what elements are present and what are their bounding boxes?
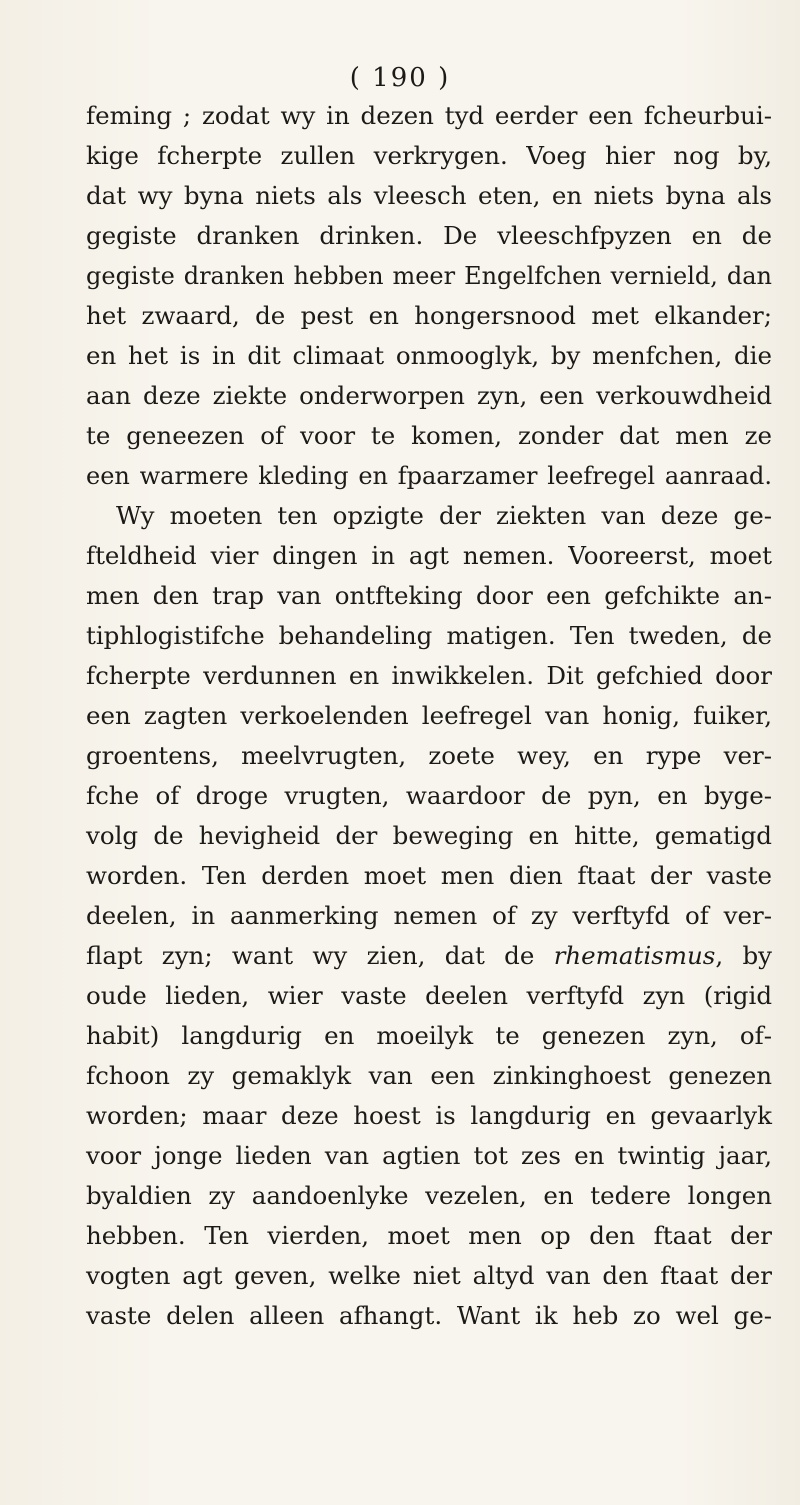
- body-text: [86, 96, 772, 1336]
- text-line: worden; maar deze hoest is langdurig en gevaarlyk: [86, 1101, 772, 1130]
- text-line: en het is in dit climaat onmooglyk, by menfchen, die: [86, 341, 772, 370]
- text-line: hebben. Ten vierden, moet men op den ftaat der: [86, 1221, 772, 1250]
- text-line: byaldien zy aandoenlyke vezelen, en tedere longen: [86, 1181, 772, 1210]
- text-line: men den trap van ontfteking door een gefchikte an‑: [86, 581, 772, 610]
- italic-term: rhematismus: [553, 941, 716, 970]
- text-line: dat wy byna niets als vleesch eten, en niets byna als: [86, 181, 772, 210]
- text-line: oude lieden, wier vaste deelen verftyfd zyn (rigid: [86, 981, 772, 1010]
- text-line: een zagten verkoelenden leefregel van honig, fuiker,: [86, 701, 772, 730]
- text-line: deelen, in aanmerking nemen of zy verftyfd of ver‑: [86, 901, 772, 930]
- text-line: worden. Ten derden moet men dien ftaat der vaste: [86, 861, 772, 890]
- text-line: fchoon zy gemaklyk van een zinkinghoest genezen: [86, 1061, 772, 1090]
- text-line: feming ; zodat wy in dezen tyd eerder een fcheurbui‑: [86, 101, 772, 130]
- text-line: te geneezen of voor te komen, zonder dat men ze: [86, 421, 772, 450]
- text-line: fcherpte verdunnen en inwikkelen. Dit gefchied door: [86, 661, 772, 690]
- text-line: fteldheid vier dingen in agt nemen. Vooreerst, moet: [86, 541, 772, 570]
- text-line: het zwaard, de pest en hongersnood met elkander;: [86, 301, 772, 330]
- text-line: habit) langdurig en moeilyk te genezen zyn, of‑: [86, 1021, 772, 1050]
- text-line: tiphlogistifche behandeling matigen. Ten tweden, de: [86, 621, 772, 650]
- text-line: Wy moeten ten opzigte der ziekten van deze ge‑: [116, 501, 772, 530]
- text-line: gegiste dranken drinken. De vleeschfpyzen en de: [86, 221, 772, 250]
- text-line: een warmere kleding en fpaarzamer leefregel aanraad.: [86, 462, 772, 490]
- text-line: kige fcherpte zullen verkrygen. Voeg hier nog by,: [86, 141, 772, 170]
- page-number: ( 190 ): [349, 63, 451, 93]
- text-line: groentens, meelvrugten, zoete wey, en rype ver‑: [86, 741, 772, 770]
- text-line: gegiste dranken hebben meer Engelfchen vernield, dan: [86, 262, 772, 290]
- paragraph-2: [86, 496, 772, 1336]
- text-line: voor jonge lieden van agtien tot zes en twintig jaar,: [86, 1141, 772, 1170]
- text-line: aan deze ziekte onderworpen zyn, een verkouwdheid: [86, 381, 772, 410]
- text-line: vaste delen alleen afhangt. Want ik heb zo wel ge‑: [86, 1301, 772, 1330]
- text-line: volg de hevigheid der beweging en hitte, gematigd: [86, 821, 772, 850]
- text-line: fche of droge vrugten, waardoor de pyn, en byge‑: [86, 781, 772, 810]
- text-line: vogten agt geven, welke niet altyd van den ftaat der: [86, 1261, 772, 1290]
- text-line: flapt zyn; want wy zien, dat de rhematismus, by: [86, 941, 772, 970]
- paragraph-1: [86, 96, 772, 496]
